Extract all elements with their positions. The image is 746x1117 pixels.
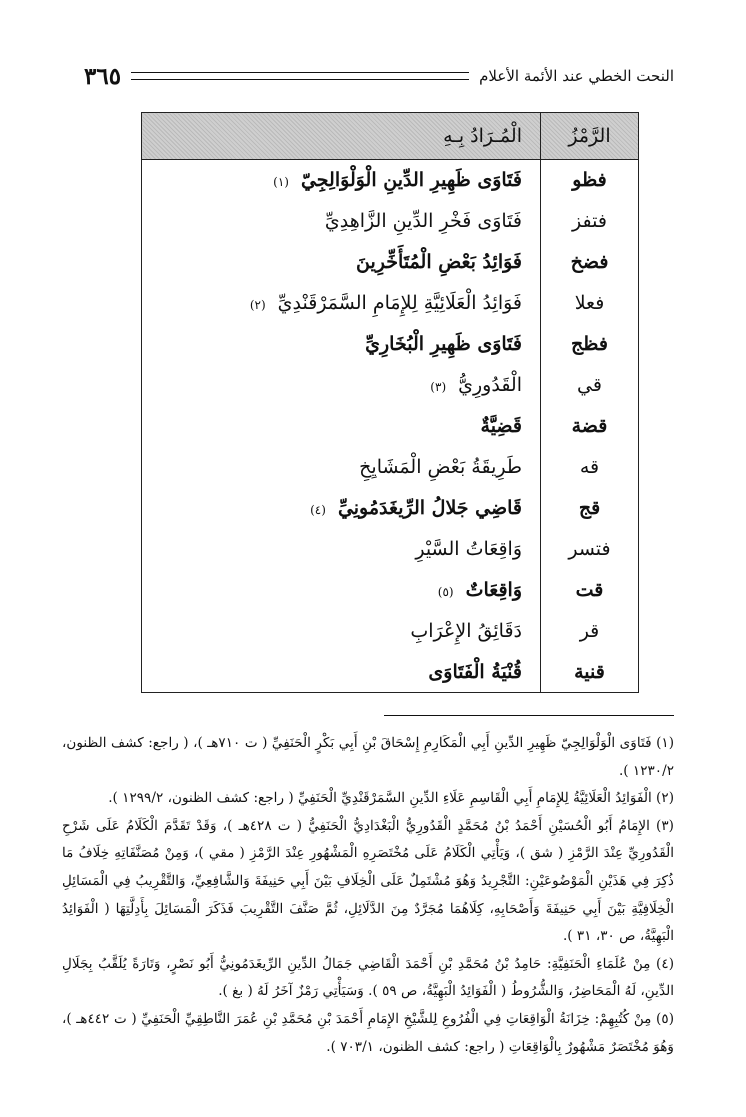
footnote-reference: (٢)	[249, 298, 266, 312]
abbreviation-table	[141, 112, 639, 693]
abbreviation-meaning-cell	[142, 529, 541, 570]
abbreviation-code: قنية	[541, 652, 639, 693]
table-row	[142, 447, 639, 488]
abbreviation-meaning-cell	[142, 488, 541, 529]
abbreviation-meaning-cell	[142, 611, 541, 652]
abbreviation-meaning: وَاقِعَاتٌ	[465, 579, 522, 601]
footnote-reference: (١)	[273, 175, 289, 190]
footnote-reference: (٤)	[310, 503, 326, 517]
abbreviation-code: قه	[541, 447, 639, 488]
abbreviation-code: فتفز	[541, 201, 639, 242]
abbreviation-code: قت	[541, 570, 639, 611]
abbreviation-meaning: قَاضِي جَلالُ الرِّيغَدَمُونِيِّ	[337, 497, 522, 519]
abbreviation-meaning: طَرِيقَةُ بَعْضِ الْمَشَايِخِ	[359, 456, 522, 478]
table-row	[142, 652, 639, 693]
footnote-text: (١) فَتَاوَى الْوَلْوَالِجِيّ ظَهِيرِ الدِّينِ أَبِي الْمَكَارِمِ إِسْحَاقَ بْنِ أَبِي بَكْرٍ الْحَنَفِيِّ ( ت ٧١٠هـ )، ( راجع: كشف الظنون، ١٢٣٠/٢ ).	[62, 735, 674, 779]
abbreviation-meaning: الْقَدُورِيُّ	[458, 374, 522, 396]
abbreviation-code: قر	[541, 611, 639, 652]
abbreviation-meaning-cell	[142, 570, 541, 611]
table-row	[142, 611, 639, 652]
abbreviation-meaning-cell	[142, 324, 541, 365]
table-row	[142, 201, 639, 242]
footnote-text: (٥) مِنْ كُتُبِهِمْ: خِزَانَةُ الْوَاقِعَاتِ فِي الْفُرُوعِ لِلشَّيْخِ الإِمَامِ أَحْمَدَ بْنِ مُحَمَّدِ بْنِ عُمَرَ النَّاطِقِيِّ الْحَنَفِيِّ ( ت ٤٤٢هـ )، وَهُوَ مُخْتَصَرٌ مَشْهُورٌ بِالْوَاقِعَاتِ ( راجع: كشف الظنون، ٧٠٣/١ ).	[62, 1010, 674, 1055]
abbreviation-code: قج	[541, 488, 639, 529]
abbreviation-meaning-cell	[142, 160, 541, 201]
header-meaning: الْمُـرَادُ بِـهِ	[142, 113, 541, 160]
abbreviation-meaning-cell	[142, 283, 541, 324]
abbreviation-code: قضة	[541, 406, 639, 447]
page-number: ٣٦٥	[84, 62, 122, 90]
footnotes	[62, 730, 674, 1061]
footnote-text: (٢) الْفَوَائِدُ الْعَلَائِيَّةُ لِلإِمَامِ أَبِي الْقَاسِمِ عَلَاءِ الدِّينِ السَّمَرْقَنْدِيِّ الْحَنَفِيِّ ( راجع: كشف الظنون، ١٢٩٩/٢ ).	[108, 790, 674, 807]
table-row	[142, 406, 639, 447]
running-header	[84, 60, 674, 92]
header-rule	[131, 72, 469, 80]
footnote-reference: (٥)	[437, 585, 454, 599]
table-body	[142, 160, 639, 693]
abbreviation-meaning-cell	[142, 447, 541, 488]
abbreviation-code: فظج	[541, 324, 639, 365]
table-header-row	[142, 113, 639, 160]
abbreviation-meaning: قَضِيَّةٌ	[480, 415, 522, 437]
abbreviation-meaning: قُنْيَةُ الْفَتَاوَى	[428, 660, 522, 683]
abbreviation-meaning: فَوَائِدُ الْعَلَائِيَّةِ لِلإِمَامِ السَّمَرْقَنْدِيِّ	[277, 292, 522, 314]
abbreviation-meaning-cell	[142, 242, 541, 283]
abbreviation-meaning-cell	[142, 365, 541, 406]
abbreviation-code: قي	[541, 365, 639, 406]
abbreviation-meaning: وَاقِعَاتُ السَّيْرِ	[415, 538, 522, 560]
footnote-text: (٤) مِنْ عُلَمَاءِ الْحَنَفِيَّةِ: حَامِدُ بْنُ مُحَمَّدِ بْنِ أَحْمَدَ الْقَاضِي جَمَالُ الدِّينِ الرِّيغَدَمُونِيُّ أَبُو نَصْرٍ، وَتَارَةً يُلَقَّبُ بِجَلَالِ الدِّينِ، لَهُ الْمَحَاضِرُ، وَالشُّرُوطُ ( الْفَوَائِدُ الْبَهِيَّةُ، ص ٥٩ ). وَسَيَأْتِي رَمْزٌ آخَرُ لَهُ ( بغ ).	[62, 955, 674, 1000]
footnote-separator	[384, 715, 674, 716]
table-row	[142, 570, 639, 611]
abbreviation-code: فضخ	[541, 242, 639, 283]
table-row	[142, 242, 639, 283]
abbreviation-meaning: دَقَائِقُ الإِعْرَابِ	[410, 620, 522, 642]
table-row	[142, 365, 639, 406]
abbreviation-code: فظو	[541, 160, 639, 201]
abbreviation-meaning-cell	[142, 652, 541, 693]
abbreviation-code: فعلا	[541, 283, 639, 324]
footnote-reference: (٣)	[430, 380, 447, 394]
abbreviation-code: فتسر	[541, 529, 639, 570]
table-row	[142, 283, 639, 324]
running-title: النحت الخطي عند الأئمة الأعلام	[479, 67, 674, 85]
abbreviation-meaning: فَتَاوَى ظَهِيرِ الْبُخَارِيِّ	[365, 333, 522, 355]
abbreviation-meaning: فَتَاوَى فَخْرِ الدِّينِ الزَّاهِدِيِّ	[324, 210, 522, 232]
table-row	[142, 324, 639, 365]
footnote-text: (٣) الإِمَامُ أَبُو الْحُسَيْنِ أَحْمَدُ بْنُ مُحَمَّدٍ الْقَدُورِيُّ الْبَغْدَادِيُّ الْحَنَفِيُّ ( ت ٤٢٨هـ )، وَقَدْ تَقَدَّمَ الْكَلَامُ عَلَى شَرْحِ الْقَدُورِيِّ عِنْدَ الرَّمْزِ ( شق )، وَيَأْتِي الْكَلَامُ عَلَى مُخْتَصَرِهِ الْمَشْهُورِ عِنْدَ الرَّمْزِ ( مقي )، وَمِنْ مُصَنَّفَاتِهِ خِلَافُ مَا ذُكِرَ فِي هَذَيْنِ الْمَوْضُوعَيْنِ: التَّجْرِيدُ وَهُوَ مُشْتَمِلٌ عَلَى الْخِلَافِ بَيْنَ أَبِي حَنِيفَةَ وَالشَّافِعِيِّ، وَالتَّقْرِيبُ فِي الْمَسَائِلِ الْخِلَافِيَّةِ بَيْنَ أَبِي حَنِيفَةَ وَأَصْحَابِهِ، كِلَاهُمَا مُجَرَّدٌ مِنَ الدَّلَائِلِ، ثُمَّ صَنَّفَ التَّقْرِيبَ فَذَكَرَ الْمَسَائِلَ بِأَدِلَّتِهَا ( الْفَوَائِدُ الْبَهِيَّةُ، ص ٣٠، ٣١ ).	[62, 817, 674, 945]
abbreviation-meaning-cell	[142, 201, 541, 242]
abbreviation-meaning: فَوَائِدُ بَعْضِ الْمُتَأَخِّرِينَ	[356, 251, 522, 273]
abbreviation-meaning-cell	[142, 406, 541, 447]
abbreviation-meaning: فَتَاوَى ظَهِيرِ الدِّينِ الْوَلْوَالِجِيّ	[300, 169, 522, 192]
table-row	[142, 488, 639, 529]
header-code: الرَّمْزُ	[541, 113, 639, 160]
table-row	[142, 160, 639, 201]
table-row	[142, 529, 639, 570]
